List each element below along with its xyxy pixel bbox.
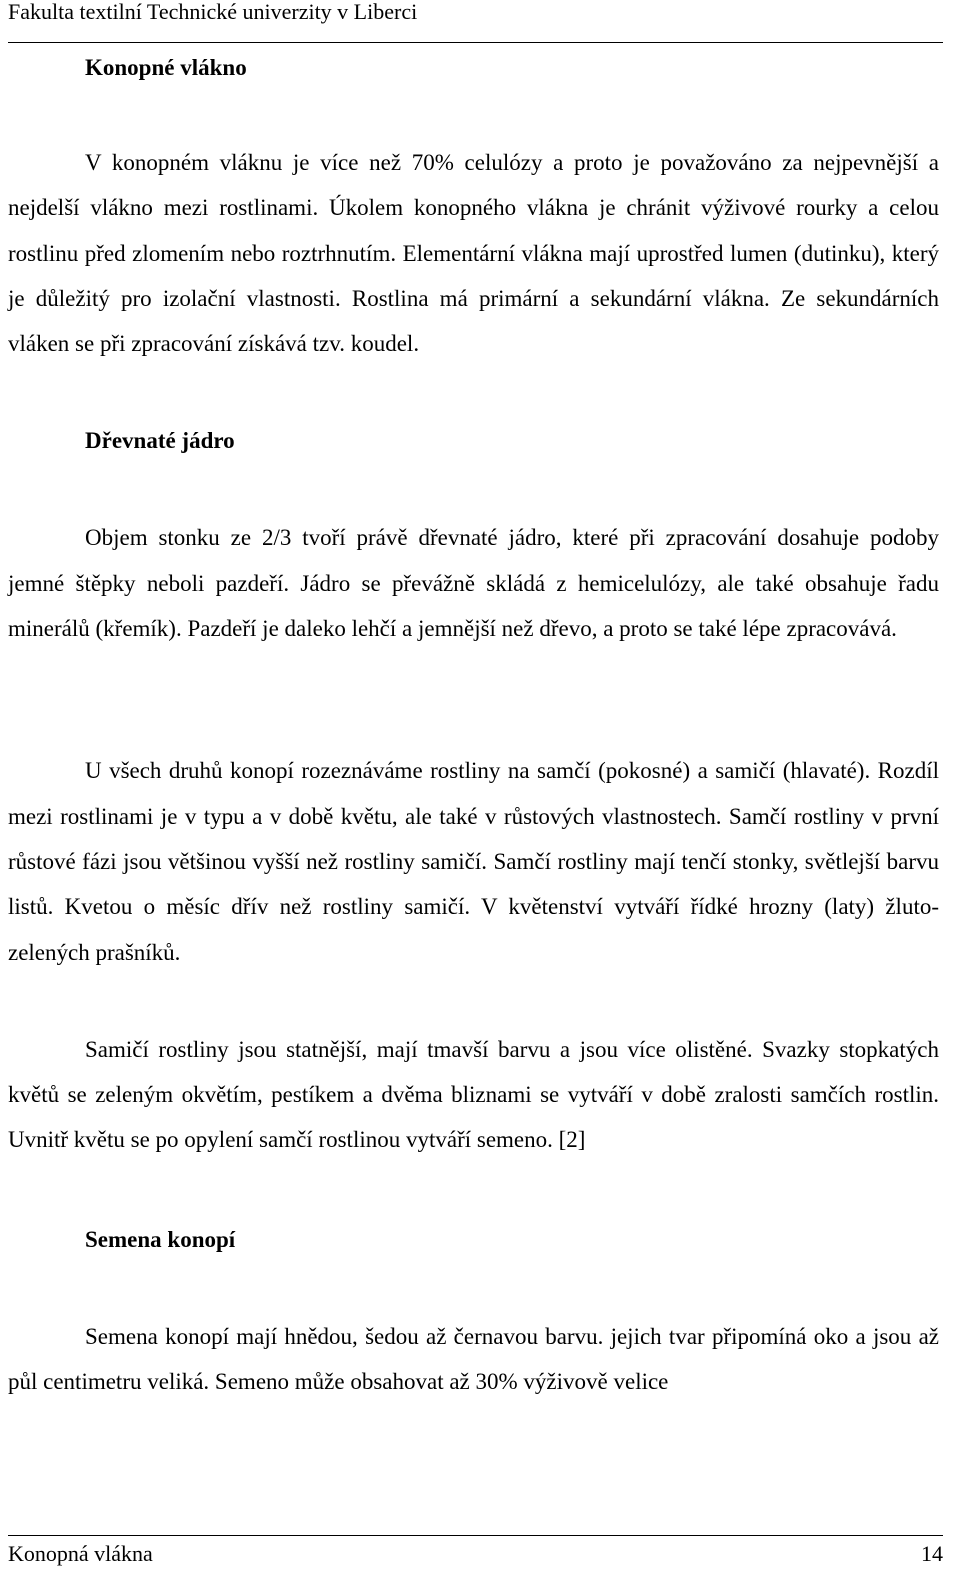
section-heading-semena-konopi: Semena konopí	[85, 1226, 236, 1252]
document-body	[8, 42, 939, 1404]
page-footer	[8, 1535, 943, 1578]
section-heading-konopne-vlakno: Konopné vlákno	[85, 55, 247, 80]
paragraph-drevnate-jadro: Objem stonku ze 2/3 tvoří právě dřevnaté jádro, které při zpracování dosahuje podoby jemné štěpky neboli pazdeří. Jádro se převážně skládá z hemicelulózy, ale také obsahuje řadu minerálů (křemík). Pazdeří je daleko lehčí a jemnější než dřevo, a proto se také lépe zpracovává.	[8, 525, 939, 642]
paragraph-konopne-vlakno: V konopném vláknu je více než 70% celulózy a proto je považováno za nejpevnější a nejdelší vlákno mezi rostlinami. Úkolem konopného vlákna je chránit výživové rourky a celou rostlinu před zlomením nebo roztrhnutím. Elementární vlákna mají uprostřed lumen (dutinku), který je důležitý pro izolační vlastnosti. Rostlina má primární a sekundární vlákna. Ze sekundárních vláken se při zpracování získává tzv. koudel.	[8, 150, 939, 357]
paragraph-samici-rostliny: Samičí rostliny jsou statnější, mají tmavší barvu a jsou více olistěné. Svazky stopkatých květů se zeleným okvětím, pestíkem a dvěma bliznami se vytváří v době zralosti samčích rostlin. Uvnitř květu se po opylení samčí rostlinou vytváří semeno. [2]	[8, 1036, 939, 1153]
page-header	[8, 0, 943, 43]
paragraph-samci-samici: U všech druhů konopí rozeznáváme rostliny na samčí (pokosné) a samičí (hlavaté). Rozdíl mezi rostlinami je v typu a v době květu, ale také v růstových vlastnostech. Samčí rostliny v první růstové fázi jsou většinou vyšší než rostliny samičí. Samčí rostliny mají tenčí stonky, světlejší barvu listů. Kvetou o měsíc dřív než rostliny samičí. V květenství vytváří řídké hrozny (laty) žluto-zelených prašníků.	[8, 758, 939, 965]
page-number: 14	[921, 1541, 943, 1566]
section-heading-drevnate-jadro: Dřevnaté jádro	[85, 428, 235, 454]
paragraph-semena-konopi: Semena konopí mají hnědou, šedou až černavou barvu. jejich tvar připomíná oko a jsou až půl centimetru veliká. Semeno může obsahovat až 30% výživově velice	[8, 1323, 939, 1395]
header-title: Fakulta textilní Technické univerzity v Liberci	[8, 0, 418, 24]
footer-title: Konopná vlákna	[8, 1541, 153, 1566]
